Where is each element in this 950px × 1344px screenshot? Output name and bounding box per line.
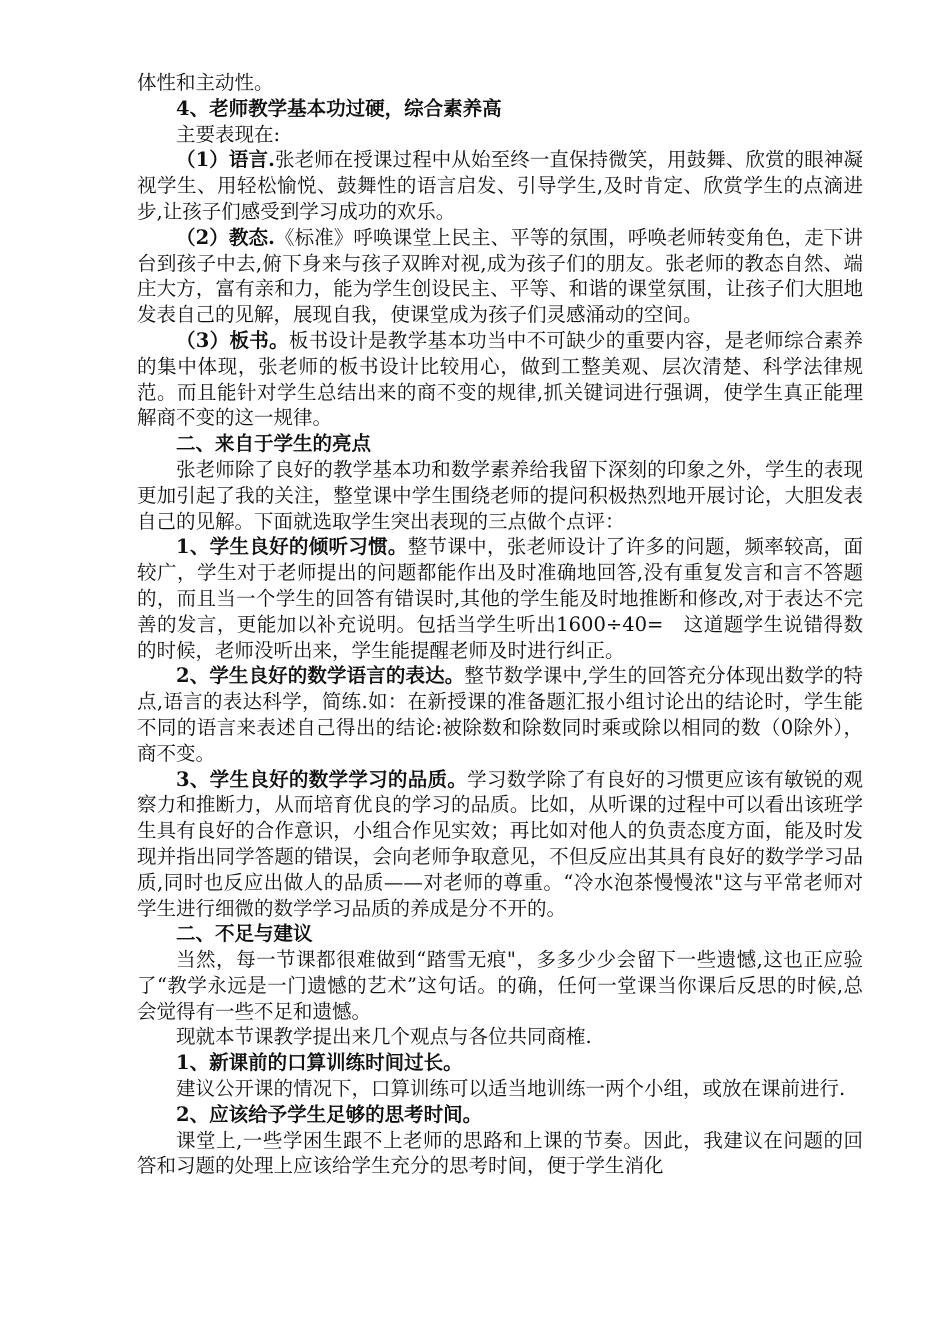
section-heading — [137, 921, 863, 947]
paragraph-text: 整节课中，张老师设计了许多的问题，频率较高，面较广，学生对于老师提出的问题都能作出及时准确地回答,没有重复发言和言不答题的，而且当一个学生的回答有错误时,其他的学生能及时地推断和修改,对于表达不完善的发言，更能加以补充说明。包括当学生听出1600÷40= 这道题学生说错得数的时候，老师没听出来，学生能提醒老师及时进行纠正。 — [137, 535, 863, 662]
heading-text: 4、老师教学基本功过硬，综合素养高 — [176, 96, 502, 120]
paragraph-text: 《标准》呼唤课堂上民主、平等的氛围，呼唤老师转变角色，走下讲台到孩子中去,俯下身来与孩子双眸对视,成为孩子们的朋友。张老师的教态自然、端庄大方，富有亲和力，能为学生创设民主、平等、和谐的课堂氛围，让孩子们大胆地发表自己的见解，展现自我，使课堂成为孩子们灵感涌动的空间。 — [137, 225, 863, 327]
paragraph — [137, 1024, 863, 1050]
paragraph — [137, 1076, 863, 1102]
heading-text: 二、不足与建议 — [176, 922, 313, 946]
section-heading — [137, 1102, 863, 1128]
paragraph — [137, 947, 863, 1024]
paragraph-text: 课堂上,一些学困生跟不上老师的思路和上课的节奏。因此，我建议在问题的回答和习题的处理上应该给学生充分的思考时间，便于学生消化 — [137, 1128, 863, 1178]
paragraph — [137, 534, 863, 663]
heading-text: 二、来自于学生的亮点 — [176, 432, 372, 456]
lead-text: 3、学生良好的数学学习的品质。 — [176, 767, 468, 791]
paragraph-text: 主要表现在: — [176, 122, 281, 146]
heading-text: 1、新课前的口算训练时间过长。 — [176, 1051, 463, 1075]
paragraph — [137, 70, 863, 96]
paragraph-text: 当然，每一节课都很难做到“踏雪无痕"，多多少少会留下一些遗憾,这也正应验了“教学永远是一门遗憾的艺术”这句话。的确，任何一堂课当你课后反思的时候,总会觉得有一些不足和遗憾。 — [137, 948, 863, 1023]
paragraph — [137, 225, 863, 328]
document-page — [137, 70, 863, 1179]
lead-text: 1、学生良好的倾听习惯。 — [176, 535, 408, 559]
lead-text: （1）语言. — [176, 148, 275, 172]
paragraph-text: 建议公开课的情况下，口算训练可以适当地训练一两个小组，或放在课前进行. — [176, 1077, 846, 1101]
paragraph — [137, 147, 863, 224]
paragraph — [137, 457, 863, 534]
paragraph-text: 板书设计是教学基本功当中不可缺少的重要内容，是老师综合素养的集中体现，张老师的板书设计比较用心，做到工整美观、层次清楚、科学法律规范。而且能针对学生总结出来的商不变的规律,抓关键词进行强调，使学生真正能理解商不变的这一规律。 — [137, 328, 863, 430]
paragraph — [137, 1128, 863, 1180]
lead-text: 2、学生良好的数学语言的表达。 — [176, 664, 465, 688]
section-heading — [137, 1050, 863, 1076]
section-heading — [137, 96, 863, 122]
lead-text: （3）板书。 — [176, 328, 289, 352]
paragraph-text: 整节数学课中,学生的回答充分体现出数学的特点,语言的表达科学，简练.如：在新授课的准备题汇报小组讨论出的结论时，学生能不同的语言来表述自己得出的结论:被除数和除数同时乘或除以相同的数（0除外），商不变。 — [137, 664, 864, 765]
paragraph — [137, 663, 863, 766]
heading-text: 2、应该给予学生足够的思考时间。 — [176, 1102, 483, 1126]
paragraph-text: 现就本节课教学提出来几个观点与各位共同商榷. — [176, 1025, 592, 1049]
paragraph-text: 张老师除了良好的教学基本功和数学素养给我留下深刻的印象之外，学生的表现更加引起了我的关注，整堂课中学生围绕老师的提问积极热烈地开展讨论，大胆发表自己的见解。下面就选取学生突出表现的三点做个点评： — [137, 457, 863, 533]
section-heading — [137, 431, 863, 457]
paragraph — [137, 767, 863, 922]
paragraph-text: 体性和主动性。 — [137, 71, 274, 94]
paragraph-text: 学习数学除了有良好的习惯更应该有敏锐的观察力和推断力，从而培育优良的学习的品质。比如，从听课的过程中可以看出该班学生具有良好的合作意识，小组合作见实效；再比如对他人的负责态度方面，能及时发现并指出同学答题的错误，会向老师争取意见，不但反应出其具有良好的数学学习品质,同时也反应出做人的品质——对老师的尊重。“冷水泡茶慢慢浓"这与平常老师对学生进行细微的数学学习品质的养成是分不开的。 — [137, 767, 863, 920]
lead-text: （2）教态. — [176, 225, 275, 249]
paragraph — [137, 328, 863, 431]
paragraph-text: 张老师在授课过程中从始至终一直保持微笑，用鼓舞、欣赏的眼神凝视学生、用轻松愉悦、鼓舞性的语言启发、引导学生,及时肯定、欣赏学生的点滴进步,让孩子们感受到学习成功的欢乐。 — [137, 148, 863, 223]
paragraph — [137, 122, 863, 148]
